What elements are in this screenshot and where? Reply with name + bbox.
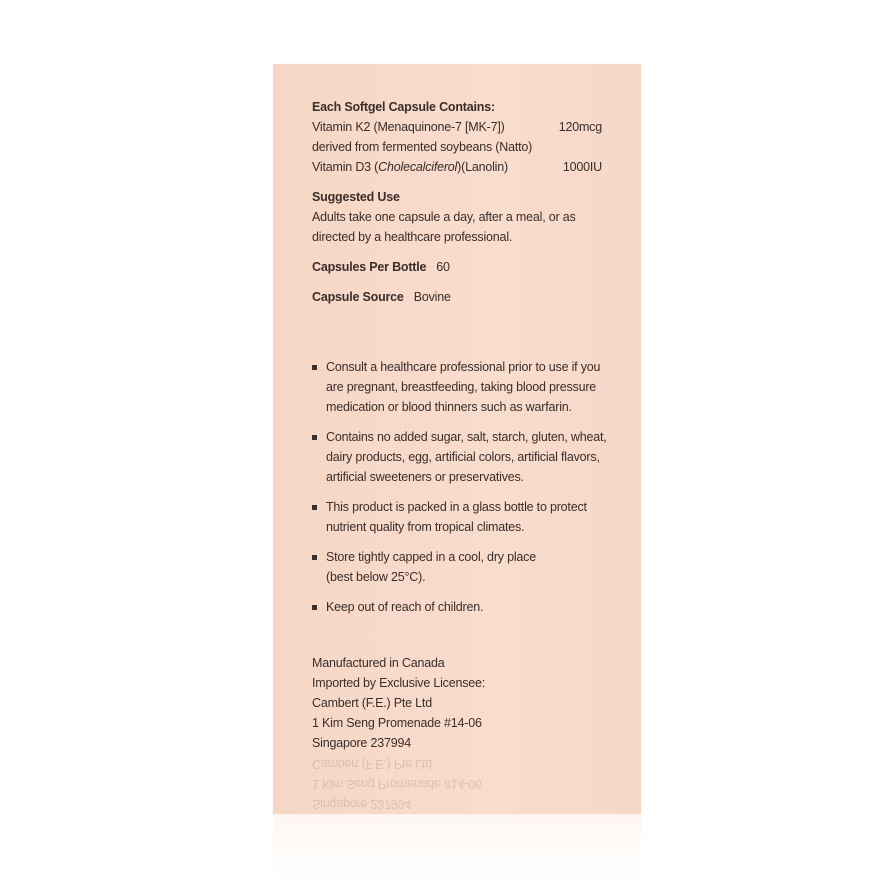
bullet-line: Keep out of reach of children. [326,600,484,614]
capsules-per-bottle-value: 60 [436,260,450,274]
ingredient-label: derived from fermented soybeans (Natto) [312,140,533,154]
bullet-line: medication or blood thinners such as warfarin. [326,400,572,414]
ingredient-label: Vitamin K2 (Menaquinone-7 [MK-7]) [312,120,505,134]
ingredient-label-italic: Cholecalciferol [378,160,458,174]
capsule-source [312,287,602,307]
ingredient-amount: 120mcg [558,120,602,134]
bullet-line: nutrient quality from tropical climates. [326,520,525,534]
suggested-use-line: directed by a healthcare professional. [312,230,513,244]
list-item [312,547,612,587]
ingredient-label [312,157,508,177]
ingredient-label-prefix: Vitamin D3 ( [312,160,379,174]
address-line: Imported by Exclusive Licensee: [312,676,486,690]
manufacturer-address [312,653,602,753]
bullet-line: Contains no added sugar, salt, starch, gluten, wheat, [326,430,607,444]
list-item [312,497,612,537]
reflected-address [312,754,482,814]
ingredient-amount: 1000IU [562,160,602,174]
list-item [312,427,612,487]
bullet-line: This product is packed in a glass bottle to protect [326,500,587,514]
bullet-line: artificial sweeteners or preservatives. [326,470,524,484]
ingredient-row-k2 [312,117,602,137]
product-box-back [273,64,641,814]
bullet-line: are pregnant, breastfeeding, taking blood pressure [326,380,597,394]
bullet-line: (best below 25°C). [326,570,426,584]
warnings-list [312,357,612,627]
address-line: 1 Kim Seng Promenade #14-06 [312,716,482,730]
bullet-square-icon [312,435,317,440]
capsules-per-bottle [312,257,602,277]
address-line: Singapore 237994 [312,736,411,750]
suggested-use-line: Adults take one capsule a day, after a meal, or as [312,210,576,224]
bullet-square-icon [312,605,317,610]
reflected-line: Cambert (F.E.) Pte Ltd [312,757,432,771]
box-reflection [273,757,641,884]
reflected-line: Singapore 237994 [312,797,411,811]
list-item [312,597,612,617]
list-item [312,357,612,417]
address-line: Cambert (F.E.) Pte Ltd [312,696,432,710]
ingredient-row-d3 [312,157,602,177]
bullet-line: Store tightly capped in a cool, dry place [326,550,536,564]
bullet-square-icon [312,555,317,560]
contents-heading: Each Softgel Capsule Contains: [312,100,495,114]
bullet-line: Consult a healthcare professional prior to use if you [326,360,601,374]
ingredient-label-suffix: )(Lanolin) [457,160,508,174]
nutrition-info [312,97,602,307]
ingredient-row-k2-source [312,137,602,157]
reflected-line: 1 Kim Seng Promenade #14-06 [312,777,482,791]
bullet-square-icon [312,505,317,510]
suggested-use-heading: Suggested Use [312,190,400,204]
bullet-line: dairy products, egg, artificial colors, artificial flavors, [326,450,600,464]
capsule-source-value: Bovine [413,290,451,304]
address-line: Manufactured in Canada [312,656,445,670]
capsules-per-bottle-label: Capsules Per Bottle [312,260,427,274]
capsule-source-label: Capsule Source [312,290,404,304]
bullet-square-icon [312,365,317,370]
